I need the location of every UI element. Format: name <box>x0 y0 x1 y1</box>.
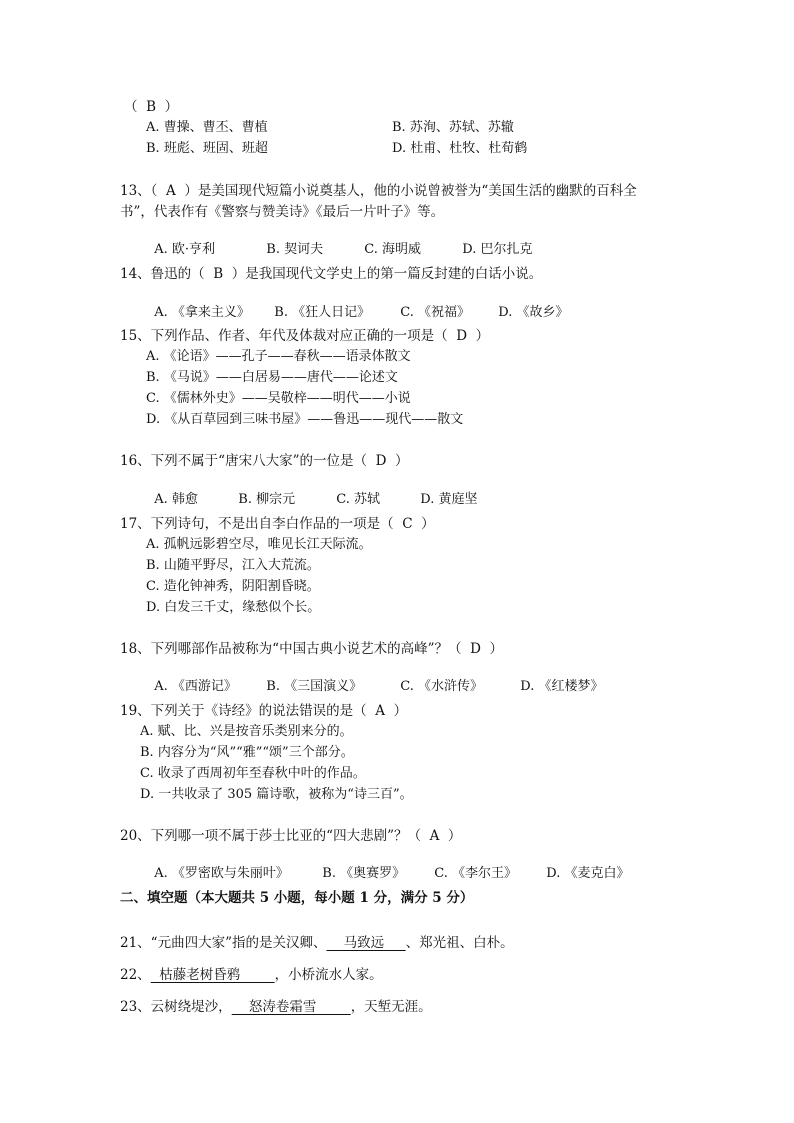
q17-option-b: B. 山随平野尽，江入大荒流。 <box>146 558 320 573</box>
q15-option-a: A. 《论语》——孔子——春秋——语录体散文 <box>146 349 411 364</box>
q16-option-b: B. 柳宗元 <box>238 492 296 507</box>
q20-options <box>146 847 630 883</box>
q21 <box>120 934 514 952</box>
q13-option-b: B. 契诃夫 <box>266 242 324 257</box>
q23-answer-blank: 怒涛卷霜雪 <box>231 999 351 1015</box>
q16-option-d: D. 黄庭坚 <box>420 492 478 507</box>
q18-options <box>146 660 604 696</box>
q22-answer-blank: 枯藤老树昏鸦 <box>150 967 275 983</box>
q20-option-b: B. 《奥赛罗》 <box>322 866 406 881</box>
q13-option-a: A. 欧·亨利 <box>154 242 216 257</box>
q14-option-a: A. 《拿来主义》 <box>154 305 250 320</box>
q16-option-a: A. 韩愈 <box>154 492 198 507</box>
q22 <box>120 966 383 984</box>
q19-stem: 19、下列关于《诗经》的说法错误的是（ A ） <box>120 703 408 719</box>
q20-option-c: C. 《李尔王》 <box>434 866 518 881</box>
q15-option-b: B. 《马说》——白居易——唐代——论述文 <box>146 370 398 385</box>
q14-option-b: B. 《狂人日记》 <box>274 305 371 320</box>
q17-option-d: D. 白发三千丈，缘愁似个长。 <box>146 600 321 615</box>
q19-option-d: D. 一共收录了 305 篇诗歌，被称为“诗三百”。 <box>140 787 413 802</box>
q21-answer-blank: 马致远 <box>326 935 406 951</box>
q20-stem: 20、下列哪一项不属于莎士比亚的“四大悲剧”？（ A ） <box>120 828 462 844</box>
q12-option-d: D. 杜甫、杜牧、杜荀鹤 <box>392 141 528 156</box>
q18-option-d: D. 《红楼梦》 <box>520 679 604 694</box>
q13-option-c: C. 海明威 <box>364 242 422 257</box>
q15-option-d: D. 《从百草园到三味书屋》——鲁迅——现代——散文 <box>146 412 464 427</box>
q18-stem: 18、下列哪部作品被称为“中国古典小说艺术的高峰”？（ D ） <box>120 641 503 657</box>
q18-option-b: B. 《三国演义》 <box>266 679 363 694</box>
q17-option-a: A. 孤帆远影碧空尽，唯见长江天际流。 <box>146 537 372 552</box>
q19-option-a: A. 赋、比、兴是按音乐类别来分的。 <box>140 724 353 739</box>
q18-option-c: C. 《水浒传》 <box>400 679 484 694</box>
q16-options <box>146 473 478 509</box>
q15-option-c: C. 《儒林外史》——吴敬梓——明代——小说 <box>146 391 411 406</box>
q14-option-d: D. 《故乡》 <box>498 305 569 320</box>
q19-option-c: C. 收录了西周初年至春秋中叶的作品。 <box>140 766 366 781</box>
q12-option-a: A. 曹操、曹丕、曹植 <box>146 120 268 135</box>
q17-option-c: C. 造化钟神秀，阴阳割昏晓。 <box>146 579 320 594</box>
q14-option-c: C. 《祝福》 <box>400 305 471 320</box>
section-title-fill-in: 二、填空题（本大题共 5 小题，每小题 1 分，满分 5 分） <box>120 890 474 906</box>
q20-option-d: D. 《麦克白》 <box>546 866 630 881</box>
q20-option-a: A. 《罗密欧与朱丽叶》 <box>154 866 289 881</box>
q13-stem-line2: 书”，代表作有《警察与赞美诗》《最后一片叶子》等。 <box>120 204 445 220</box>
q23 <box>120 998 432 1016</box>
q19-option-b: B. 内容分为“风”“雅”“颂”三个部分。 <box>140 745 354 760</box>
q22-text-before: 22、 <box>120 967 151 983</box>
q13-options <box>146 223 533 259</box>
q14-stem: 14、鲁迅的（ B ）是我国现代文学史上的第一篇反封建的白话小说。 <box>120 266 543 282</box>
q22-text-after: ，小桥流水人家。 <box>274 967 383 983</box>
q13-option-d: D. 巴尔扎克 <box>462 242 533 257</box>
q12-option-b: B. 苏洵、苏轼、苏辙 <box>392 120 514 135</box>
q16-option-c: C. 苏轼 <box>336 492 381 507</box>
q12-option-c: B. 班彪、班固、班超 <box>146 141 268 156</box>
q13-stem-line1: 13、（ A ）是美国现代短篇小说奠基人，他的小说曾被誉为“美国生活的幽默的百科全 <box>120 183 637 199</box>
q21-text-after: 、郑光祖、白朴。 <box>405 935 514 951</box>
q15-stem: 15、下列作品、作者、年代及体裁对应正确的一项是（ D ） <box>120 328 490 344</box>
q23-text-after: ，天堑无涯。 <box>350 999 432 1015</box>
q14-options <box>146 286 569 322</box>
q23-text-before: 23、云树绕堤沙， <box>120 999 232 1015</box>
q18-option-a: A. 《西游记》 <box>154 679 237 694</box>
q12-stem: （ B ） <box>124 99 179 115</box>
q17-stem: 17、下列诗句，不是出自李白作品的一项是（ C ） <box>120 516 435 532</box>
q21-text-before: 21、“元曲四大家”指的是关汉卿、 <box>120 935 327 951</box>
q16-stem: 16、下列不属于“唐宋八大家”的一位是（ D ） <box>120 453 409 469</box>
